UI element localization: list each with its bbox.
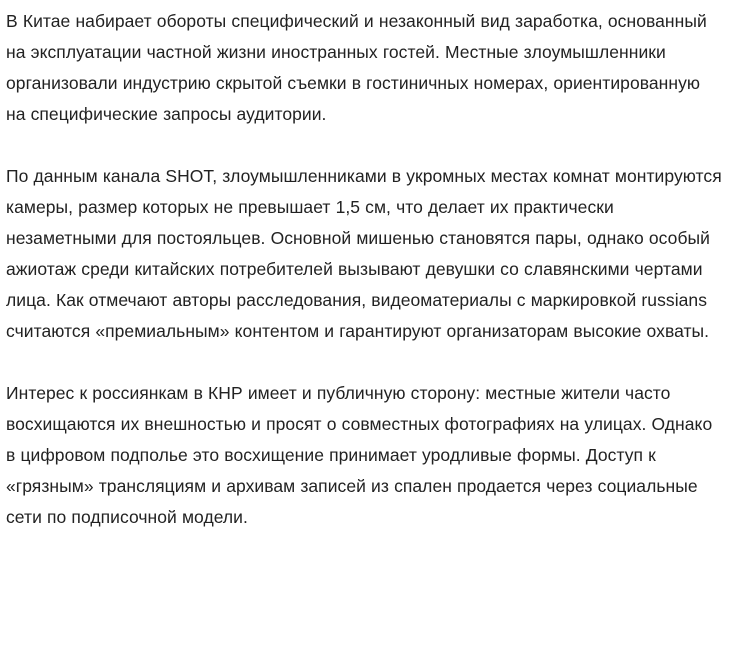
article-paragraph-1: В Китае набирает обороты специфический и незаконный вид заработка, основанный на эксплуатации частной жизни иностранных гостей. Местные злоумышленники организовали индустрию скрытой съемки в гостиничных номерах, ориентированную на специфические запросы аудитории. [6, 11, 707, 124]
article-paragraph-2: По данным канала SHOT, злоумышленниками в укромных местах комнат монтируются камеры, размер которых не превышает 1,5 см, что делает их практически незаметными для постояльцев. Основной мишенью становятся пары, однако особый ажиотаж среди китайских потребителей вызывают девушки со славянскими чертами лица. Как отмечают авторы расследования, видеоматериалы с маркировкой russians считаются «премиальным» контентом и гарантируют организаторам высокие охваты. [6, 166, 722, 341]
article-paragraph-3: Интерес к россиянкам в КНР имеет и публичную сторону: местные жители часто восхищаются их внешностью и просят о совместных фотографиях на улицах. Однако в цифровом подполье это восхищение принимает уродливые формы. Доступ к «грязным» трансляциям и архивам записей из спален продается через социальные сети по подписочной модели. [6, 383, 713, 527]
